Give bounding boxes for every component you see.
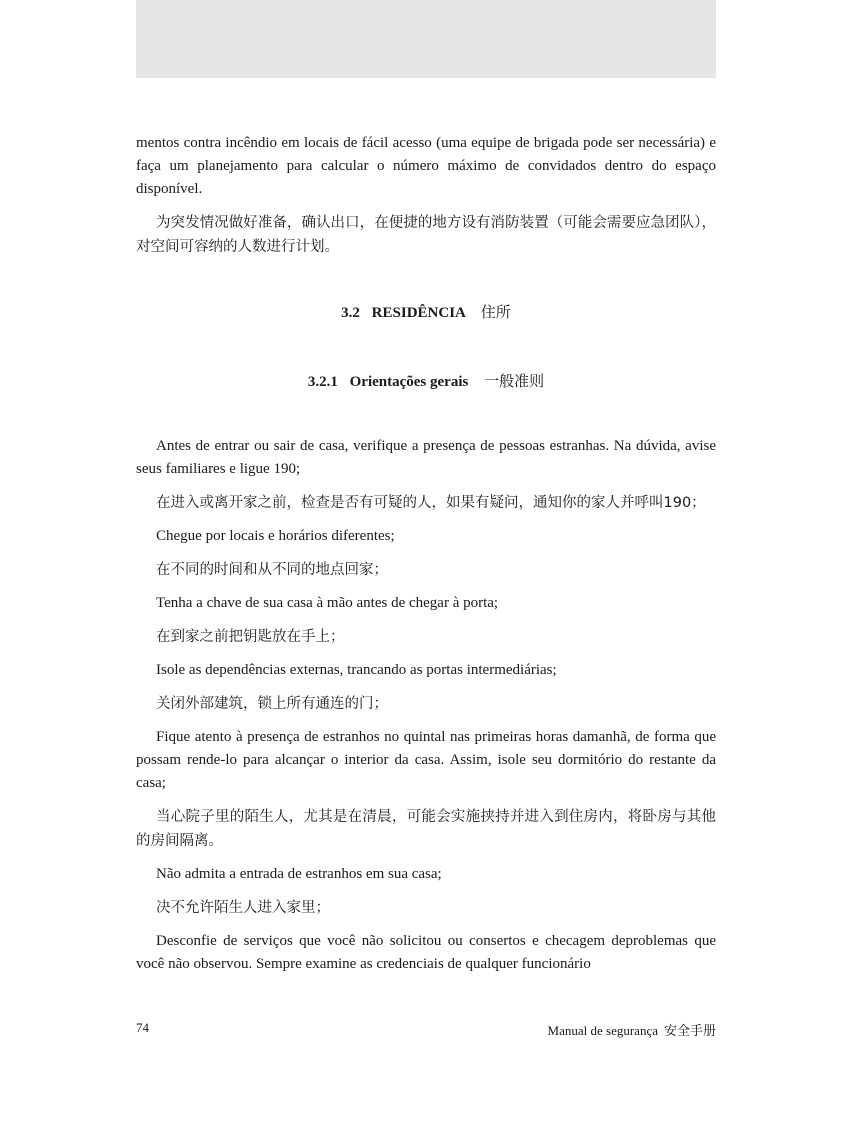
paragraph-pt: mentos contra incêndio em locais de fácil acesso (uma equipe de brigada pode ser necessária) e faça um planejamento para calcular o número máximo de convidados dentro do espaço disponível. [136,135,716,197]
guideline-zh: 在进入或离开家之前，检查是否有可疑的人，如果有疑问，通知你的家人并呼叫190； [156,495,706,511]
section-title: RESIDÊNCIA [371,305,466,321]
guideline-pt: Chegue por locais e horários diferentes; [156,528,395,544]
subsection-heading [136,370,716,391]
paragraph-zh: 为突发情况做好准备，确认出口，在便捷的地方设有消防装置（可能会需要应急团队），对空间可容纳的人数进行计划。 [136,215,716,255]
page-number: 74 [136,1020,149,1035]
guideline-pt: Antes de entrar ou sair de casa, verifique a presença de pessoas estranhas. Na dúvida, avise seus familiares e ligue 190; [136,438,716,477]
subsection-number: 3.2.1 [307,374,338,390]
section-title-zh: 住所 [480,303,511,321]
guideline-pt: Não admita a entrada de estranhos em sua casa; [156,866,442,882]
section-number: 3.2 [341,305,360,321]
guideline-zh: 在到家之前把钥匙放在手上； [156,629,345,645]
top-gray-band [136,0,716,78]
page-content [136,132,716,976]
guideline-zh: 在不同的时间和从不同的地点回家； [156,562,388,578]
guideline-zh: 关闭外部建筑，锁上所有通连的门； [156,696,388,712]
guideline-pt: Isole as dependências externas, trancando as portas intermediárias; [156,662,557,678]
page-footer [136,1020,716,1039]
running-title-zh: 安全手册 [663,1024,716,1039]
subsection-title-zh: 一般准则 [484,372,545,390]
running-title [548,1020,716,1039]
section-heading [136,301,716,322]
guideline-pt: Fique atento à presença de estranhos no quintal nas primeiras horas damanhã, de forma que possam rende-lo para alcançar o interior da casa. Assim, isole seu dormitório do restante da casa; [136,729,716,791]
guideline-pt-continued: Desconfie de serviços que você não solicitou ou consertos e checagem deproblemas que você não observou. Sempre examine as credenciais de qualquer funcionário [136,933,716,972]
guideline-list [136,435,716,976]
running-title-pt: Manual de segurança [547,1023,658,1038]
guideline-pt: Tenha a chave de sua casa à mão antes de chegar à porta; [156,595,499,611]
guideline-zh: 决不允许陌生人进入家里； [156,900,330,916]
guideline-zh: 当心院子里的陌生人，尤其是在清晨，可能会实施挟持并进入到住房内，将卧房与其他的房间隔离。 [136,809,716,849]
subsection-title: Orientações gerais [349,374,469,390]
